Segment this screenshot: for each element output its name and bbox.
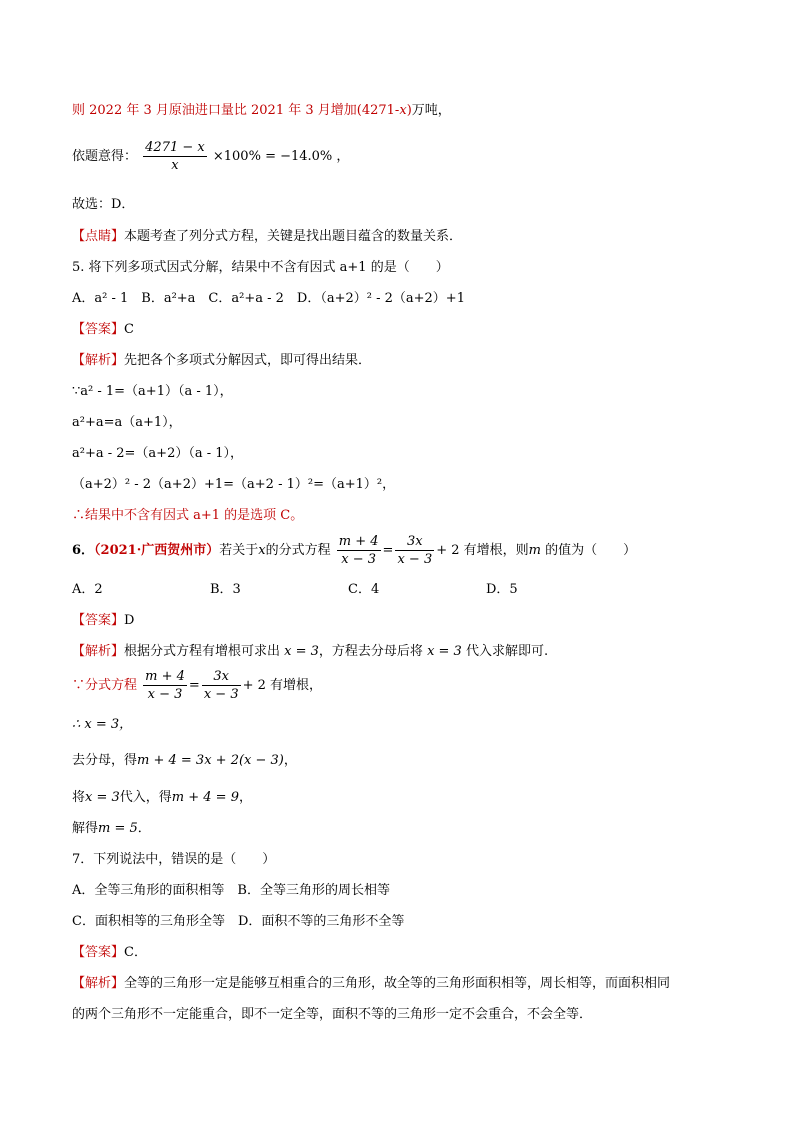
text: C．面积相等的三角形全等 D．面积不等的三角形不全等 [72,914,405,929]
option-a: A．2 [72,582,103,597]
math-expr: m = 5 [98,821,138,836]
text: + 2 有增根，则 [436,543,529,558]
text: ×100% = −14.0% ， [212,149,350,164]
text: 解得 [72,821,99,836]
text-line [72,228,462,246]
text-line [72,414,182,432]
math-expr: m + 4 = 3x + 2(x − 3) [137,753,284,768]
tag-label: 【答案】 [72,613,125,628]
text: 先把各个多项式分解因式，即可得出结果． [124,353,372,368]
analysis-line [72,352,371,370]
text-line [72,196,134,214]
text: ． [137,821,151,836]
fraction [395,533,434,568]
text-line [72,507,303,525]
text-line [72,716,132,734]
answer-value: C． [124,945,147,960]
text: （a+2）² - 2（a+2）+1=（a+2 - 1）²=（a+1）²， [72,477,396,492]
text: 故选：D． [72,197,135,212]
text-line [72,383,233,401]
text: 代入，得 [119,790,172,805]
question-number: 6． [72,543,95,558]
option-d: D．5 [486,582,518,597]
text: a²+a - 2=（a+2）（a - 1）， [72,446,244,461]
question-options [72,290,465,308]
text-line [72,476,395,494]
text-line [72,752,297,770]
analysis-line [72,1006,592,1024]
question-stem [72,851,275,869]
text-line [72,102,451,120]
text: 则 2022 年 3 月原油进口量比 2021 年 3 月增加 [72,103,357,118]
question-options [72,882,390,900]
text-line [72,789,252,807]
text: ， [238,790,252,805]
math-expr: ∴ x = 3， [72,717,133,732]
fraction [337,533,381,568]
math-expr: x = 3 [284,644,319,659]
answer-line [72,612,134,630]
option-b: B．3 [210,582,241,597]
fraction-denominator: x [171,158,179,173]
fraction-numerator: 3x [395,533,434,551]
answer-value: D [124,613,135,628]
question-stem [72,533,636,569]
text: (4271- [356,103,400,118]
fraction-denominator: x − 3 [203,687,239,702]
text: ， [283,753,297,768]
math-expr: x = 3 [427,644,462,659]
equals: = [188,678,200,693]
fraction-numerator: 3x [202,668,241,686]
text: a²+a=a（a+1）， [72,415,182,430]
equation-line [72,668,322,704]
math-expr: x = 3 [85,790,120,805]
analysis-line [72,643,548,661]
fraction-denominator: x − 3 [341,552,377,567]
tag-label: 【解析】 [72,353,125,368]
math-expr: m + 4 = 9 [171,790,239,805]
tag-label: 【答案】 [72,945,125,960]
answer-value: C [124,322,134,337]
text: 的两个三角形不一定能重合，即不一定全等，面积不等的三角形一定不会重合，不会全等． [72,1007,593,1022]
analysis-line [72,975,670,993]
fraction-numerator: m + 4 [145,669,185,684]
text: 依题意得： [72,149,138,164]
answer-line [72,944,147,962]
fraction-denominator: x − 3 [147,687,183,702]
option-c: C．4 [348,582,380,597]
text: 根据分式方程有增根可求出 [124,644,285,659]
text: 5. 将下列多项式因式分解，结果中不含有因式 a+1 的是（ ） [72,260,449,275]
text: ∴结果中不含有因式 a+1 的是选项 C。 [72,508,304,523]
math-var: m [528,543,541,558]
answer-line [72,321,134,339]
question-source: （2021·广西贺州市） [94,543,220,558]
fraction-numerator: 4271 − x [145,140,205,155]
equals: = [382,543,394,558]
text: 本题考查了列分式方程，关键是找出题目蕴含的数量关系． [124,229,463,244]
text: ∵分式方程 [72,678,138,693]
math-var: x [399,103,407,118]
text: 全等的三角形一定是能够互相重合的三角形，故全等的三角形面积相等，周长相等，而面积相同 [124,976,671,991]
text: ∵a² - 1=（a+1）（a - 1）， [72,384,233,399]
text: 万吨， [411,103,451,118]
text: 将 [72,790,86,805]
text: ，方程去分母后将 [318,644,428,659]
text: ) [406,103,412,118]
text: A．a² - 1 B．a²+a C．a²+a - 2 D．（a+2）² - 2（a+2）+1 [72,291,465,306]
text: 去分母，得 [72,753,138,768]
text-line [72,820,151,838]
math-var: x [258,543,266,558]
text: 代入求解即可. [461,644,549,659]
text-line [72,445,243,463]
text: 若关于 [219,543,259,558]
question-options [72,913,404,931]
text: 7．下列说法中，错误的是（ ） [72,852,276,867]
fraction-denominator: x − 3 [397,552,433,567]
tag-label: 【答案】 [72,322,125,337]
question-options [72,581,624,599]
equation-line [72,139,349,175]
text: A．全等三角形的面积相等 B．全等三角形的周长相等 [72,883,390,898]
text: + 2 有增根， [242,678,323,693]
tag-label: 【解析】 [72,976,125,991]
fraction [143,668,187,703]
tag-label: 【解析】 [72,644,125,659]
fraction-numerator: m + 4 [338,534,379,549]
question-stem [72,259,449,277]
text: 的值为（ ） [540,543,637,558]
text: 的分式方程 [265,543,331,558]
fraction [143,139,207,174]
fraction [202,668,241,703]
tag-label: 【点睛】 [72,229,125,244]
